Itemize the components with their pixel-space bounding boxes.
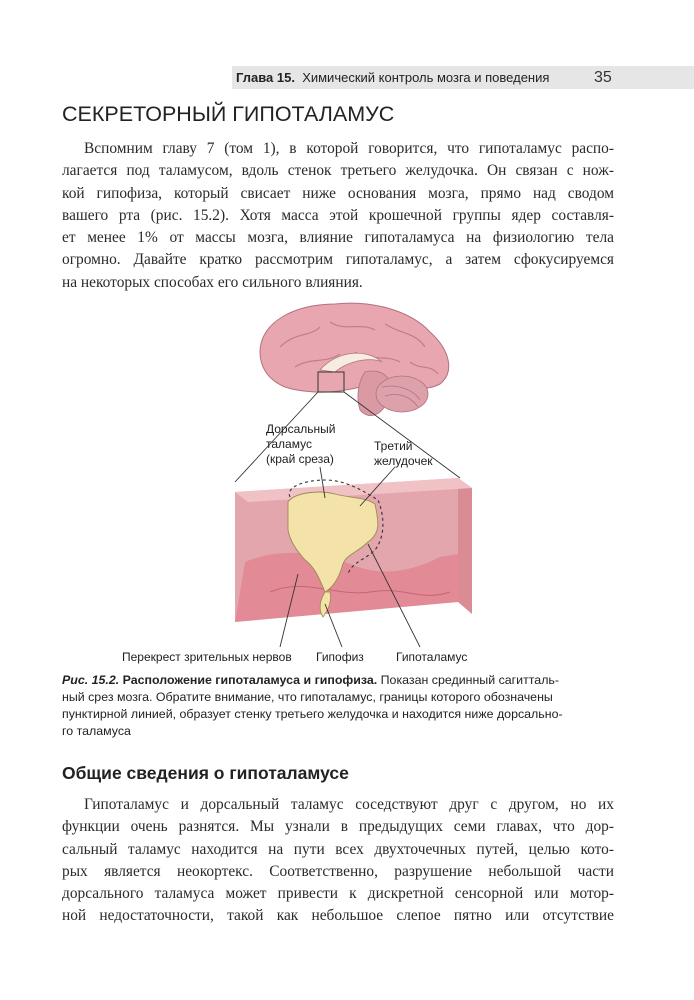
text-line: функции очень разнятся. Мы узнали в предыдущих семи главах, что дор- <box>62 818 614 836</box>
text-line: Гипоталамус и дорсальный таламус соседствуют друг с другом, но их <box>84 796 614 813</box>
label-pituitary: Гипофиз <box>316 650 364 664</box>
paragraph-overview <box>62 794 614 928</box>
page-number: 35 <box>594 69 612 86</box>
figure-title: Расположение гипоталамуса и гипофиза. <box>122 673 378 687</box>
figure-caption <box>62 672 612 740</box>
text-line: сальный таламус находится на пути всех двухточечных путей, целью кото- <box>62 840 614 858</box>
text-line: огромно. Давайте кратко рассмотрим гипоталамус, а затем сфокусируемся <box>62 251 614 269</box>
text-line: рых является неокортекс. Соответственно, разрушение небольшой части <box>62 862 614 880</box>
chapter-number: Глава 15. <box>236 70 295 85</box>
figure-hypothalamus <box>120 292 580 672</box>
chapter-title: Химический контроль мозга и поведения <box>302 70 550 85</box>
figure-illustration <box>120 292 580 672</box>
label-hypothalamus: Гипоталамус <box>396 650 468 664</box>
label-dorsal-thalamus: Дорсальный таламус (край среза) <box>266 422 336 466</box>
caption-line: Рис. 15.2. Расположение гипоталамуса и гипофиза. Показан срединный сагитталь- <box>62 673 560 687</box>
running-header <box>236 68 562 88</box>
paragraph-intro <box>62 138 614 294</box>
caption-line: пунктирной линией, образует стенку третьего желудочка и находится ниже дорсально- <box>62 707 563 721</box>
brain-overview-illustration <box>260 303 449 415</box>
text-line: лагается под таламусом, вдоль стенок третьего желудочка. Он связан с нож- <box>62 162 614 180</box>
text-line: кой гипофиза, который свисает ниже основания мозга, прямо над сводом <box>62 184 614 202</box>
text-line: Вспомним главу 7 (том 1), в которой говорится, что гипоталамус распо- <box>84 140 614 157</box>
caption-line: го таламуса <box>62 724 131 738</box>
text-line: вашего рта (рис. 15.2). Хотя масса этой крошечной группы ядер составля- <box>62 206 614 224</box>
text-line: ной недостаточности, такой как небольшое слепое пятно или отсутствие <box>62 907 614 925</box>
caption-line: ный срез мозга. Обратите внимание, что гипоталамус, границы которого обозначены <box>62 690 553 704</box>
label-optic-chiasm: Перекрест зрительных нервов <box>122 650 292 664</box>
text-line: ет менее 1% от массы мозга, влияние гипоталамуса на физиологию тела <box>62 229 614 247</box>
section-title: СЕКРЕТОРНЫЙ ГИПОТАЛАМУС <box>62 102 395 126</box>
text-line: на некоторых способах его сильного влияния. <box>62 273 363 291</box>
text-line: дорсального таламуса может привести к дискретной сенсорной или мотор- <box>62 885 614 903</box>
label-third-ventricle: Третий желудочек <box>374 439 433 468</box>
subsection-title: Общие сведения о гипоталамусе <box>62 763 349 783</box>
figure-reference: Рис. 15.2. <box>62 673 120 687</box>
enlarged-section-illustration <box>235 478 472 622</box>
